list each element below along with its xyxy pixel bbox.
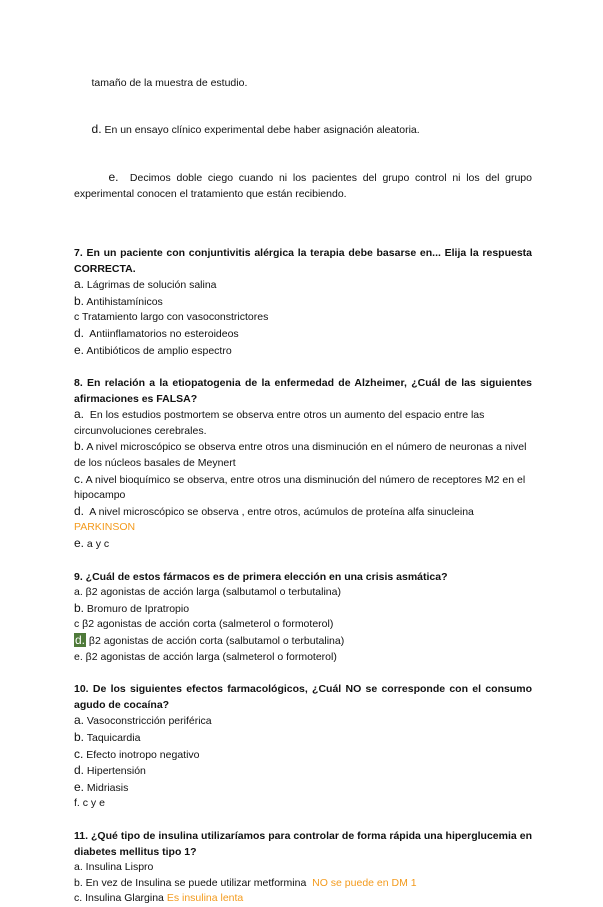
option-line <box>74 796 532 812</box>
document-page <box>74 60 535 907</box>
option-letter: d. <box>91 122 102 137</box>
option-line <box>74 107 532 155</box>
option-letter: d. <box>74 763 85 778</box>
option-letter: c. <box>74 892 83 905</box>
option-text: Midriasis <box>84 781 129 794</box>
question-10 <box>74 682 532 812</box>
option-letter: b. <box>74 876 83 889</box>
option-letter: e. <box>74 650 83 663</box>
option-text: Bromuro de Ipratropio <box>84 602 190 615</box>
option-text: β2 agonistas de acción larga (salbutamol o terbutalina) <box>82 586 341 599</box>
option-text: Tratamiento largo con vasoconstrictores <box>79 311 269 324</box>
option-text: A nivel bioquímico se observa, entre otros una disminución del número de receptores M2 en el hipocampo <box>74 473 529 502</box>
option-line <box>74 343 532 360</box>
option-line <box>74 585 532 601</box>
option-line <box>74 536 532 553</box>
option-letter: a. <box>74 713 85 728</box>
option-letter: b. <box>74 729 85 744</box>
option-line <box>74 310 532 326</box>
question-title: 8. En relación a la etiopatogenia de la enfermedad de Alzheimer, ¿Cuál de las siguientes afirmaciones es FALSA? <box>74 377 532 405</box>
option-line <box>74 60 532 107</box>
option-text: A nivel microscópico se observa entre otros una disminución en el número de neuronas a nivel de los núcleos basales de Meynert <box>74 441 530 470</box>
question-title: 11. ¿Qué tipo de insulina utilizaríamos para controlar de forma rápida una hiperglucemia en diabetes mellitus tipo 1? <box>74 829 532 858</box>
option-text: c y e <box>79 797 105 810</box>
option-letter: a. <box>74 586 83 599</box>
option-line <box>74 504 532 521</box>
annotation-note: NO se puede en DM 1 <box>309 876 417 889</box>
question-title: 10. De los siguientes efectos farmacológicos, ¿Cuál NO se corresponde con el consumo agudo de cocaína? <box>74 683 532 711</box>
option-line <box>74 876 532 892</box>
option-text: Antibióticos de amplio espectro <box>84 344 232 357</box>
option-letter: c. <box>74 746 84 761</box>
option-line <box>74 155 535 218</box>
question-9 <box>74 570 532 666</box>
option-text: Decimos doble ciego cuando ni los pacientes del grupo control ni los del grupo experimental conocen el tratamiento que están recibiendo. <box>74 172 535 200</box>
option-letter: f. <box>74 797 80 810</box>
option-line <box>74 472 532 504</box>
option-line <box>74 277 532 294</box>
option-letter: c <box>74 311 80 324</box>
option-text: Hipertensión <box>84 765 146 778</box>
option-text: tamaño de la muestra de estudio. <box>91 76 248 89</box>
option-text: Vasoconstricción periférica <box>84 715 212 728</box>
option-line <box>74 294 532 311</box>
option-letter: a. <box>74 861 83 874</box>
option-text: Insulina Glargina <box>82 892 167 905</box>
option-text: Efecto inotropo negativo <box>83 748 200 761</box>
question-8 <box>74 376 532 553</box>
option-text: a y c <box>84 538 110 551</box>
option-letter: e. <box>74 536 85 551</box>
question-title: 9. ¿Cuál de estos fármacos es de primera elección en una crisis asmática? <box>74 570 448 583</box>
option-line <box>74 407 532 439</box>
question-title: 7. En un paciente con conjuntivitis alérgica la terapia debe basarse en... Elija la respuesta CORRECTA. <box>74 246 532 275</box>
option-text: β2 agonistas de acción corta (salmeterol o formoterol) <box>79 618 334 631</box>
option-line-selected <box>74 633 532 650</box>
option-text: En los estudios postmortem se observa entre otros un aumento del espacio entre las circunvoluciones cerebrales. <box>74 409 488 437</box>
option-letter: c <box>74 618 80 631</box>
highlighted-option-letter: d. <box>75 633 86 647</box>
option-line <box>74 763 532 780</box>
option-line <box>74 650 532 666</box>
option-line <box>74 891 532 907</box>
previous-question-tail <box>74 60 535 218</box>
option-letter: e. <box>108 170 119 185</box>
option-text: Taquicardia <box>84 731 141 744</box>
option-line <box>74 713 532 730</box>
option-text: Insulina Lispro <box>82 861 154 874</box>
option-letter: b. <box>74 439 85 454</box>
option-letter: a. <box>74 407 85 422</box>
option-text: En un ensayo clínico experimental debe haber asignación aleatoria. <box>101 124 420 137</box>
option-text: β2 agonistas de acción larga (salmeterol o formoterol) <box>82 650 337 663</box>
option-letter: c. <box>74 471 84 486</box>
option-letter: d. <box>74 325 85 340</box>
option-line <box>74 617 532 633</box>
option-letter: e. <box>74 342 85 357</box>
option-line <box>74 439 532 471</box>
option-text: Lágrimas de solución salina <box>84 279 217 292</box>
option-line <box>74 730 532 747</box>
option-line <box>74 747 532 764</box>
option-letter: b. <box>74 293 85 308</box>
option-letter: d. <box>74 503 85 518</box>
option-text: β2 agonistas de acción corta (salbutamol o terbutalina) <box>86 635 345 647</box>
annotation-note: PARKINSON <box>74 521 136 534</box>
option-letter: a. <box>74 277 85 292</box>
option-text: En vez de Insulina se puede utilizar metformina <box>82 876 310 889</box>
question-7 <box>74 246 532 359</box>
annotation-note: Es insulina lenta <box>166 892 244 905</box>
option-text: Antiinflamatorios no esteroideos <box>84 327 239 340</box>
option-line <box>74 326 532 343</box>
option-line <box>74 601 532 618</box>
question-11 <box>74 829 532 907</box>
option-text: Antihistamínicos <box>84 295 163 308</box>
option-text: A nivel microscópico se observa , entre otros, acúmulos de proteína alfa sinucleina <box>84 505 474 518</box>
option-letter: e. <box>74 779 85 794</box>
option-line <box>74 860 532 876</box>
option-line <box>74 780 532 797</box>
option-letter: b. <box>74 600 85 615</box>
